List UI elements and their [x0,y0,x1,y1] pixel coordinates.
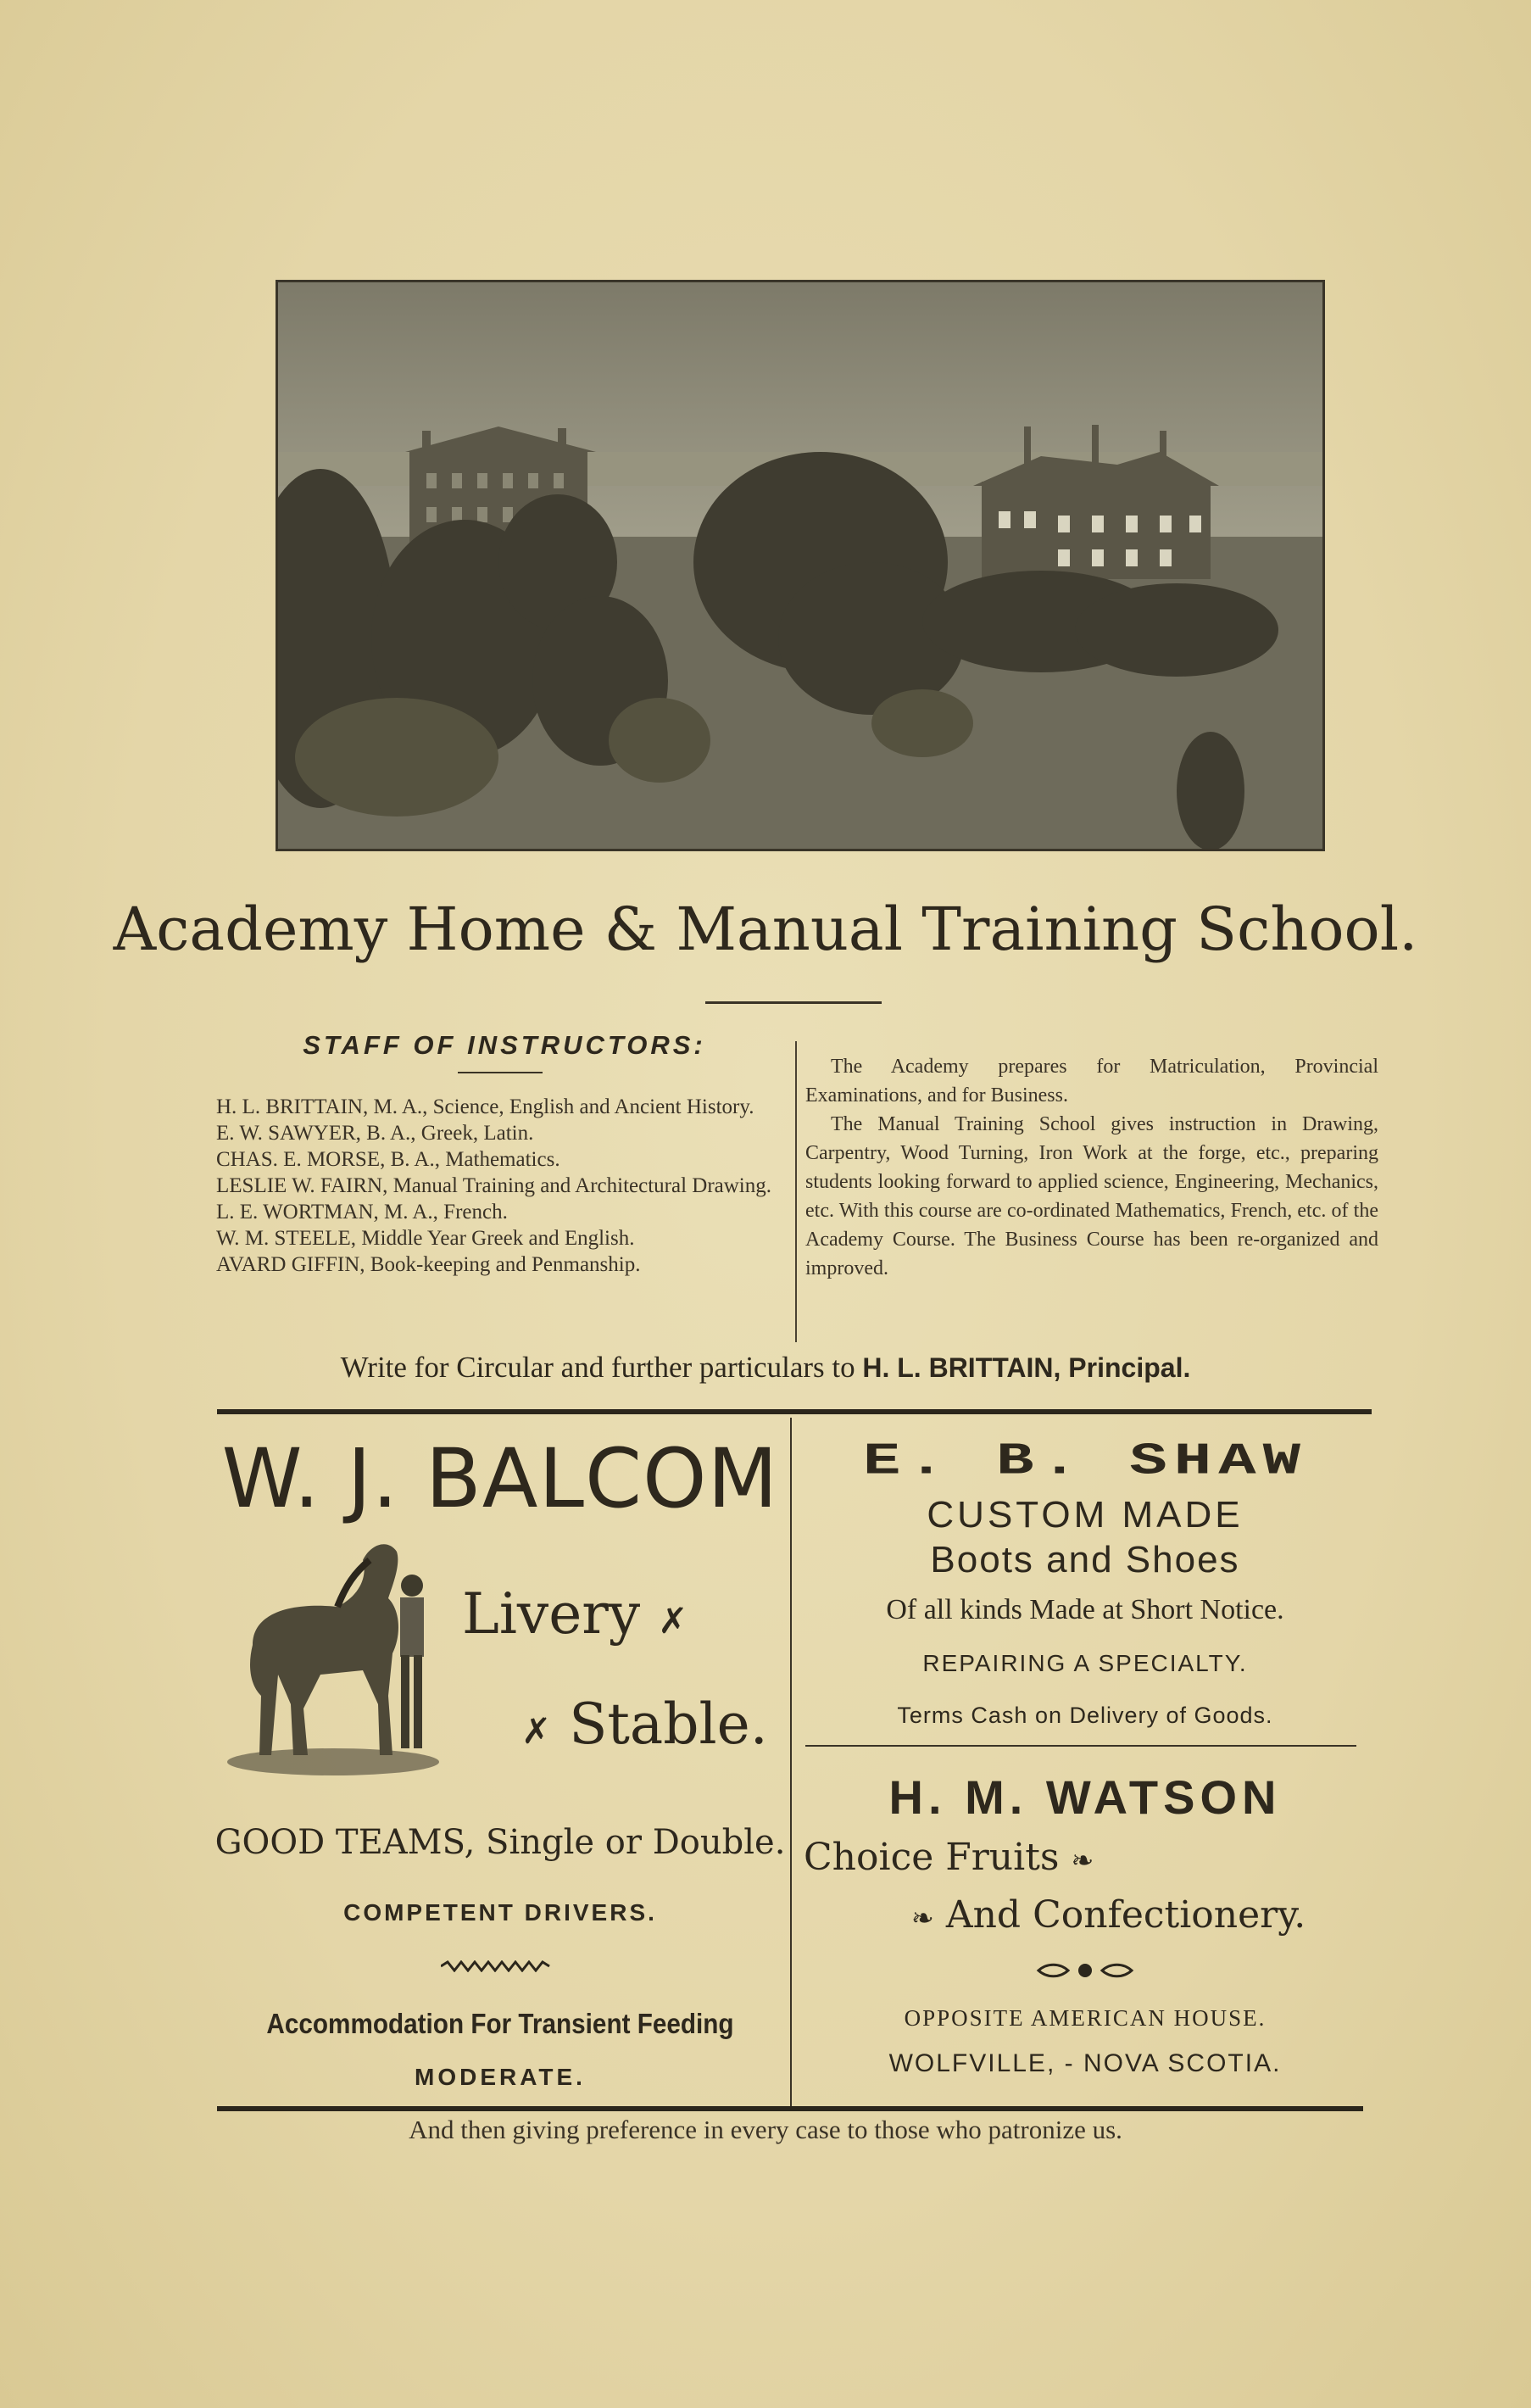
contact-line [0,1351,1531,1385]
footer-line: And then giving preference in every case to those who patronize us. [409,2115,1122,2144]
moderate-line: MODERATE. [415,2064,586,2090]
fleuron-ornament-icon: ❧ [911,1902,934,1934]
academy-title: Academy Home & Manual Training School. [113,895,1418,964]
contact-text: Write for Circular and further particulars to [340,1351,855,1384]
fleuron-ornament-icon: ❧ [1071,1844,1094,1876]
staff-item: W. M. STEELE, Middle Year Greek and English. [216,1227,635,1250]
title-divider [705,1001,882,1004]
repairing-line: REPAIRING A SPECIALTY. [922,1650,1248,1676]
staff-item: AVARD GIFFIN, Book-keeping and Penmanship. [216,1253,641,1276]
drivers-line: COMPETENT DRIVERS. [343,1899,657,1926]
opposite-line: OPPOSITE AMERICAN HOUSE. [904,2005,1267,2031]
staff-item: LESLIE W. FAIRN, Manual Training and Architectural Drawing. [216,1174,772,1197]
choice-fruits-label [804,1836,1094,1879]
livery-text: Livery [462,1581,641,1647]
school-photograph [276,280,1325,851]
horse-illustration [219,1526,448,1781]
cross-ornament-icon: ✗ [521,1710,552,1752]
section-rule [217,1409,1372,1414]
livery-label [462,1581,688,1647]
shaw-name: E. B. SHAW [862,1435,1308,1488]
custom-made-line: CUSTOM MADE [927,1494,1244,1536]
wavy-divider [441,1960,551,1972]
confectionery-label [911,1893,1306,1937]
watson-name: H. M. WATSON [888,1770,1282,1824]
staff-item: CHAS. E. MORSE, B. A., Mathematics. [216,1148,560,1171]
description-paragraph: The Academy prepares for Matriculation, Provincial Examinations, and for Business. [805,1056,1378,1106]
staff-item: H. L. BRITTAIN, M. A., Science, English and Ancient History. [216,1095,754,1118]
staff-item: L. E. WORTMAN, M. A., French. [216,1201,508,1224]
choice-text: Choice Fruits [804,1836,1060,1879]
cross-ornament-icon: ✗ [658,1600,688,1642]
column-divider [795,1041,797,1342]
staff-item: E. W. SAWYER, B. A., Greek, Latin. [216,1122,534,1145]
principal-name: H. L. BRITTAIN, Principal. [862,1352,1191,1383]
stable-label [521,1692,768,1757]
all-kinds-line: Of all kinds Made at Short Notice. [886,1594,1284,1625]
ad-column-divider [790,1418,792,2106]
boots-line: Boots and Shoes [930,1539,1240,1580]
description-paragraph: The Manual Training School gives instruction in Drawing, Carpentry, Wood Turning, Iron Work at the forge, etc., preparing students looking forward to applied science, Engineering, Mechanics, etc. With this course are co-ordinated Mathematics, French, etc. of the Academy Course. The Business Course has been re-organized and improved. [805,1113,1378,1279]
shaw-divider [805,1745,1356,1747]
academy-description [805,1052,1378,1283]
staff-list [216,1094,786,1278]
good-teams-line: GOOD TEAMS, Single or Double. [214,1823,786,1862]
confectionery-text: And Confectionery. [945,1893,1306,1937]
scroll-ornament-icon [1034,1961,1136,1980]
staff-heading: STAFF OF INSTRUCTORS: [303,1030,706,1060]
stable-text: Stable. [569,1692,768,1757]
accommodation-line: Accommodation For Transient Feeding [266,2008,734,2039]
bottom-rule [217,2106,1363,2111]
terms-line: Terms Cash on Delivery of Goods. [897,1703,1273,1728]
staff-divider [458,1072,543,1073]
location-line: WOLFVILLE, - NOVA SCOTIA. [888,2049,1282,2077]
balcom-name: W. J. BALCOM [221,1431,779,1526]
